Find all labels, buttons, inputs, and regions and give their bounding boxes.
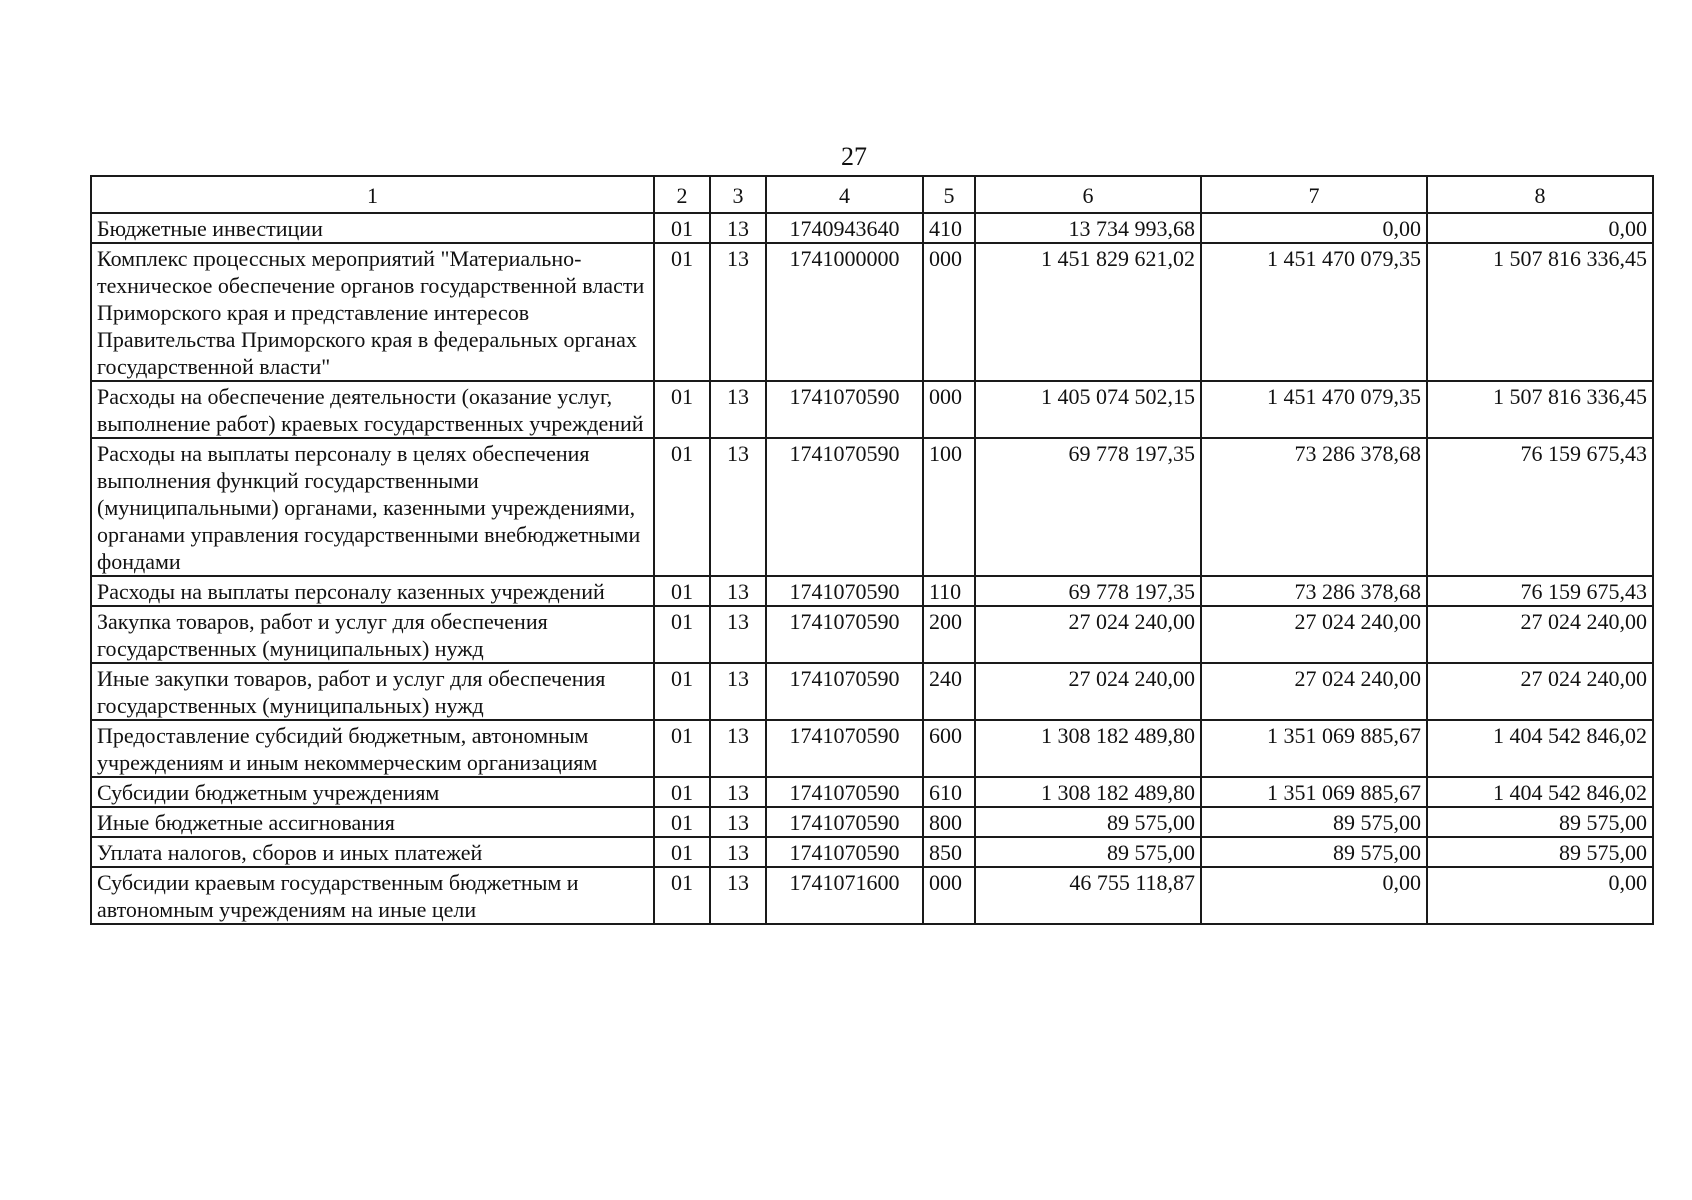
row-name: Расходы на выплаты персоналу в целях обеспечения выполнения функций государственными (муниципальными) органами, казенными учреждениями, органами управления государственными внебюджетными фондами <box>91 438 654 576</box>
table-row <box>91 867 1653 924</box>
expense-type-code: 000 <box>923 243 975 381</box>
target-article-code: 1741070590 <box>766 837 923 867</box>
amount-col6: 1 451 829 621,02 <box>975 243 1201 381</box>
table-row <box>91 837 1653 867</box>
amount-col7: 27 024 240,00 <box>1201 606 1427 663</box>
row-name: Субсидии бюджетным учреждениям <box>91 777 654 807</box>
header-cell: 4 <box>766 176 923 213</box>
amount-col7: 1 451 470 079,35 <box>1201 381 1427 438</box>
table-row <box>91 663 1653 720</box>
table-row <box>91 381 1653 438</box>
amount-col6: 89 575,00 <box>975 837 1201 867</box>
amount-col6: 89 575,00 <box>975 807 1201 837</box>
expense-type-code: 850 <box>923 837 975 867</box>
expense-type-code: 000 <box>923 381 975 438</box>
section-code: 01 <box>654 381 710 438</box>
expense-type-code: 240 <box>923 663 975 720</box>
expense-type-code: 610 <box>923 777 975 807</box>
row-name: Расходы на обеспечение деятельности (оказание услуг, выполнение работ) краевых государственных учреждений <box>91 381 654 438</box>
table-row <box>91 243 1653 381</box>
target-article-code: 1741070590 <box>766 807 923 837</box>
amount-col8: 1 507 816 336,45 <box>1427 243 1653 381</box>
expense-type-code: 410 <box>923 213 975 243</box>
header-cell: 7 <box>1201 176 1427 213</box>
amount-col7: 27 024 240,00 <box>1201 663 1427 720</box>
section-code: 01 <box>654 837 710 867</box>
amount-col7: 89 575,00 <box>1201 807 1427 837</box>
row-name: Субсидии краевым государственным бюджетным и автономным учреждениям на иные цели <box>91 867 654 924</box>
section-code: 01 <box>654 720 710 777</box>
table-row <box>91 777 1653 807</box>
expense-type-code: 100 <box>923 438 975 576</box>
target-article-code: 1741070590 <box>766 720 923 777</box>
subsection-code: 13 <box>710 720 766 777</box>
amount-col6: 27 024 240,00 <box>975 663 1201 720</box>
table-row <box>91 807 1653 837</box>
subsection-code: 13 <box>710 663 766 720</box>
section-code: 01 <box>654 807 710 837</box>
row-name: Уплата налогов, сборов и иных платежей <box>91 837 654 867</box>
table-row <box>91 606 1653 663</box>
row-name: Расходы на выплаты персоналу казенных учреждений <box>91 576 654 606</box>
target-article-code: 1741071600 <box>766 867 923 924</box>
row-name: Предоставление субсидий бюджетным, автономным учреждениям и иным некоммерческим организациям <box>91 720 654 777</box>
header-cell: 5 <box>923 176 975 213</box>
amount-col6: 1 405 074 502,15 <box>975 381 1201 438</box>
section-code: 01 <box>654 213 710 243</box>
subsection-code: 13 <box>710 576 766 606</box>
subsection-code: 13 <box>710 837 766 867</box>
section-code: 01 <box>654 243 710 381</box>
amount-col7: 1 351 069 885,67 <box>1201 720 1427 777</box>
expense-type-code: 600 <box>923 720 975 777</box>
subsection-code: 13 <box>710 438 766 576</box>
section-code: 01 <box>654 438 710 576</box>
amount-col7: 73 286 378,68 <box>1201 438 1427 576</box>
amount-col8: 27 024 240,00 <box>1427 663 1653 720</box>
row-name: Бюджетные инвестиции <box>91 213 654 243</box>
amount-col6: 27 024 240,00 <box>975 606 1201 663</box>
amount-col8: 76 159 675,43 <box>1427 576 1653 606</box>
target-article-code: 1741000000 <box>766 243 923 381</box>
subsection-code: 13 <box>710 606 766 663</box>
target-article-code: 1741070590 <box>766 576 923 606</box>
section-code: 01 <box>654 663 710 720</box>
amount-col8: 76 159 675,43 <box>1427 438 1653 576</box>
amount-col7: 0,00 <box>1201 213 1427 243</box>
amount-col8: 1 507 816 336,45 <box>1427 381 1653 438</box>
amount-col8: 0,00 <box>1427 867 1653 924</box>
subsection-code: 13 <box>710 777 766 807</box>
amount-col7: 1 451 470 079,35 <box>1201 243 1427 381</box>
subsection-code: 13 <box>710 213 766 243</box>
amount-col6: 69 778 197,35 <box>975 438 1201 576</box>
amount-col7: 1 351 069 885,67 <box>1201 777 1427 807</box>
section-code: 01 <box>654 606 710 663</box>
amount-col8: 1 404 542 846,02 <box>1427 777 1653 807</box>
header-row <box>91 176 1653 213</box>
expense-type-code: 000 <box>923 867 975 924</box>
amount-col7: 0,00 <box>1201 867 1427 924</box>
table-row <box>91 576 1653 606</box>
row-name: Закупка товаров, работ и услуг для обеспечения государственных (муниципальных) нужд <box>91 606 654 663</box>
target-article-code: 1740943640 <box>766 213 923 243</box>
section-code: 01 <box>654 576 710 606</box>
amount-col8: 27 024 240,00 <box>1427 606 1653 663</box>
header-cell: 6 <box>975 176 1201 213</box>
target-article-code: 1741070590 <box>766 663 923 720</box>
target-article-code: 1741070590 <box>766 606 923 663</box>
expense-type-code: 800 <box>923 807 975 837</box>
section-code: 01 <box>654 777 710 807</box>
amount-col7: 73 286 378,68 <box>1201 576 1427 606</box>
target-article-code: 1741070590 <box>766 381 923 438</box>
amount-col6: 1 308 182 489,80 <box>975 720 1201 777</box>
page-number: 27 <box>841 142 867 171</box>
target-article-code: 1741070590 <box>766 438 923 576</box>
amount-col8: 89 575,00 <box>1427 837 1653 867</box>
expense-type-code: 200 <box>923 606 975 663</box>
amount-col6: 1 308 182 489,80 <box>975 777 1201 807</box>
table-row <box>91 438 1653 576</box>
header-cell: 1 <box>91 176 654 213</box>
expense-type-code: 110 <box>923 576 975 606</box>
subsection-code: 13 <box>710 867 766 924</box>
table-row <box>91 213 1653 243</box>
table-body <box>91 213 1653 924</box>
row-name: Иные закупки товаров, работ и услуг для обеспечения государственных (муниципальных) нужд <box>91 663 654 720</box>
amount-col8: 0,00 <box>1427 213 1653 243</box>
table-row <box>91 720 1653 777</box>
amount-col7: 89 575,00 <box>1201 837 1427 867</box>
budget-table <box>90 175 1654 925</box>
subsection-code: 13 <box>710 243 766 381</box>
row-name: Комплекс процессных мероприятий "Материально-техническое обеспечение органов государственной власти Приморского края и представление интересов Правительства Приморского края в федеральных органах государственной власти" <box>91 243 654 381</box>
amount-col8: 1 404 542 846,02 <box>1427 720 1653 777</box>
amount-col8: 89 575,00 <box>1427 807 1653 837</box>
target-article-code: 1741070590 <box>766 777 923 807</box>
row-name: Иные бюджетные ассигнования <box>91 807 654 837</box>
amount-col6: 46 755 118,87 <box>975 867 1201 924</box>
section-code: 01 <box>654 867 710 924</box>
amount-col6: 69 778 197,35 <box>975 576 1201 606</box>
subsection-code: 13 <box>710 381 766 438</box>
amount-col6: 13 734 993,68 <box>975 213 1201 243</box>
subsection-code: 13 <box>710 807 766 837</box>
header-cell: 2 <box>654 176 710 213</box>
header-cell: 3 <box>710 176 766 213</box>
header-cell: 8 <box>1427 176 1653 213</box>
